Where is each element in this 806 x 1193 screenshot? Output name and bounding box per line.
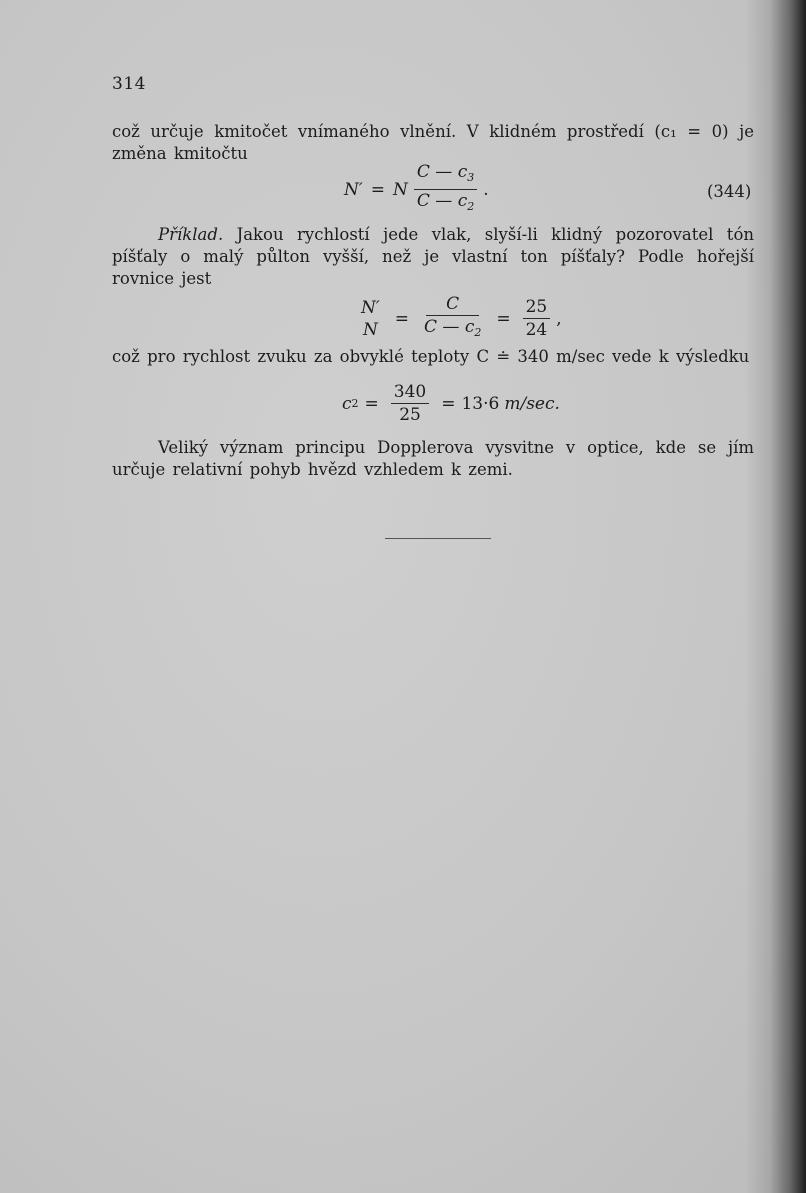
page-number: 314 [112,74,146,94]
eq-lhs: N′ [344,179,363,200]
equation-344 [344,162,489,217]
example-text: Jakou rychlostí jede vlak, slyší-li klidný pozorovatel tón píšťaly o malý půlton vyšší, než je vlastní ton píšťaly? Podle hořejší rovnice jest [112,225,755,288]
eq-num: C — c [416,162,468,182]
paragraph-speed-of-sound: což pro rychlost zvuku za obvyklé teploty C ≐ 340 m/sec vede k výsledku [112,347,750,366]
eq-period: . [483,179,489,200]
eq-fraction: $\frac{C — c_3}{C — c_2}$ [414,162,477,217]
section-separator [385,538,491,539]
result-value: 13·6 [461,393,500,414]
paragraph-doppler-optics: Veliký význam principu Dopplerova vysvitne v optice, kde se jím určuje relativní pohyb hvězd vzhledem k zemi. [112,438,754,479]
paragraph-frequency-intro: což určuje kmitočet vnímaného vlnění. V klidném prostředí (c₁ = 0) je změna kmitočtu [112,122,754,163]
eq-den: C — c [416,191,468,211]
eq-equals: = [370,179,385,200]
equation-number: (344) [707,182,752,201]
example-label: Příklad. [158,225,224,244]
paragraph-example [112,224,754,290]
equation-ratio: N′ N = $\frac{C}{C — c_2}$ = $\frac{25}{24}$ , [361,294,562,340]
equation-result: c 2 = $\frac{340}{25}$ = 13·6 m/sec. [342,382,560,425]
eq-factor: N [393,179,408,200]
result-unit: m/sec. [504,393,560,414]
